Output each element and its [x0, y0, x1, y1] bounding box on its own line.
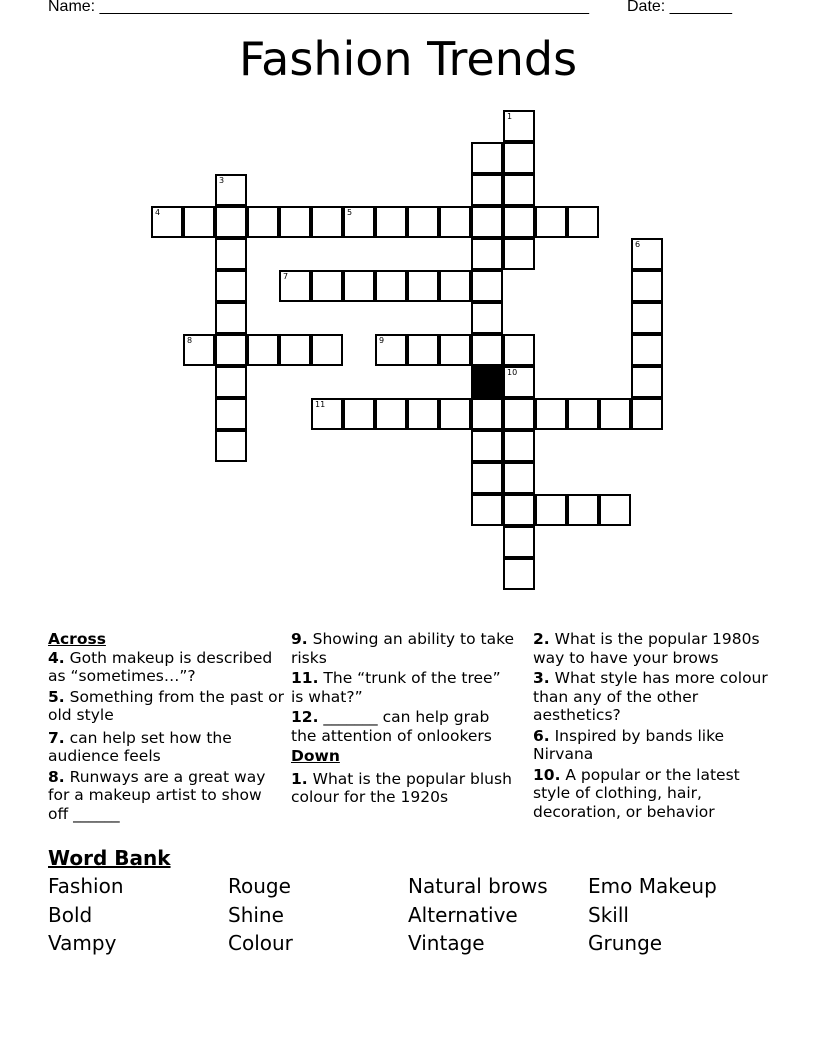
word-bank-title: Word Bank [48, 846, 171, 870]
word-bank-item: Vintage [408, 931, 485, 955]
clue-number: 7 [283, 272, 289, 281]
grid-cell[interactable] [151, 206, 183, 238]
date-field: Date: _______ [627, 0, 732, 15]
grid-cell[interactable] [631, 334, 663, 366]
grid-cell[interactable] [567, 398, 599, 430]
grid-cell[interactable] [471, 398, 503, 430]
grid-cell[interactable] [631, 302, 663, 334]
grid-cell[interactable] [567, 494, 599, 526]
grid-cell[interactable] [375, 270, 407, 302]
clue-across-12: 12. _______ can help grab the attention of onlookers [291, 708, 492, 745]
grid-cell[interactable] [215, 206, 247, 238]
word-bank-item: Emo Makeup [588, 874, 717, 898]
grid-cell[interactable] [503, 366, 535, 398]
clue-across-7: 7. can help set how the audience feels [48, 728, 232, 765]
grid-cell[interactable] [439, 334, 471, 366]
clue-across-4: 4. Goth makeup is described as “sometimes…”? [48, 648, 273, 685]
grid-cell[interactable] [279, 206, 311, 238]
grid-cell[interactable] [471, 238, 503, 270]
grid-cell[interactable] [215, 270, 247, 302]
clue-across-11: 11. The “trunk of the tree” is what?” [291, 669, 501, 706]
grid-cell[interactable] [343, 206, 375, 238]
grid-cell[interactable] [503, 494, 535, 526]
grid-cell[interactable] [311, 270, 343, 302]
clue-number: 3 [219, 176, 225, 185]
grid-cell[interactable] [215, 302, 247, 334]
grid-cell[interactable] [503, 462, 535, 494]
grid-cell[interactable] [503, 430, 535, 462]
grid-cell[interactable] [471, 430, 503, 462]
word-bank-item: Colour [228, 931, 293, 955]
grid-cell[interactable] [407, 334, 439, 366]
clue-number: 10 [507, 368, 518, 377]
across-heading: Across [48, 630, 106, 648]
grid-cell[interactable] [343, 398, 375, 430]
grid-cell[interactable] [535, 494, 567, 526]
grid-cell[interactable] [599, 398, 631, 430]
grid-cell[interactable] [503, 558, 535, 590]
word-bank-item: Bold [48, 903, 93, 927]
grid-cell[interactable] [183, 334, 215, 366]
grid-cell[interactable] [599, 494, 631, 526]
grid-cell[interactable] [247, 206, 279, 238]
grid-cell[interactable] [407, 206, 439, 238]
grid-cell[interactable] [471, 174, 503, 206]
clue-down-6: 6. Inspired by bands like Nirvana [533, 726, 725, 763]
word-bank-item: Vampy [48, 931, 117, 955]
grid-cell[interactable] [215, 430, 247, 462]
clue-across-8: 8. Runways are a great way for a makeup artist to show off ______ [48, 767, 266, 823]
grid-cell[interactable] [471, 142, 503, 174]
clue-number: 8 [187, 336, 193, 345]
clue-down-3: 3. What style has more colour than any of the other aesthetics? [533, 669, 768, 724]
grid-cell[interactable] [503, 238, 535, 270]
black-cell [471, 366, 503, 398]
grid-cell[interactable] [535, 206, 567, 238]
clue-across-9: 9. Showing an ability to take risks [291, 630, 515, 667]
grid-cell[interactable] [279, 270, 311, 302]
grid-cell[interactable] [183, 206, 215, 238]
grid-cell[interactable] [471, 494, 503, 526]
clue-number: 11 [315, 400, 326, 409]
grid-cell[interactable] [215, 334, 247, 366]
grid-cell[interactable] [631, 238, 663, 270]
grid-cell[interactable] [471, 462, 503, 494]
grid-cell[interactable] [407, 398, 439, 430]
grid-cell[interactable] [439, 398, 471, 430]
grid-cell[interactable] [503, 174, 535, 206]
grid-cell[interactable] [631, 398, 663, 430]
grid-cell[interactable] [503, 526, 535, 558]
grid-cell[interactable] [631, 366, 663, 398]
grid-cell[interactable] [567, 206, 599, 238]
clues-col-3 [533, 630, 773, 823]
word-bank-item: Skill [588, 903, 629, 927]
grid-cell[interactable] [311, 398, 343, 430]
grid-cell[interactable] [503, 334, 535, 366]
grid-cell[interactable] [503, 110, 535, 142]
grid-cell[interactable] [503, 398, 535, 430]
word-bank-item: Fashion [48, 874, 124, 898]
grid-cell[interactable] [311, 334, 343, 366]
grid-cell[interactable] [215, 238, 247, 270]
grid-cell[interactable] [439, 270, 471, 302]
clue-number: 4 [155, 208, 161, 217]
grid-cell[interactable] [375, 206, 407, 238]
grid-cell[interactable] [343, 270, 375, 302]
clue-number: 6 [635, 240, 641, 249]
word-bank-item: Natural brows [408, 874, 548, 898]
down-heading: Down [291, 747, 340, 765]
clue-number: 5 [347, 208, 353, 217]
grid-cell[interactable] [215, 366, 247, 398]
grid-cell[interactable] [471, 302, 503, 334]
grid-cell[interactable] [279, 334, 311, 366]
grid-cell[interactable] [215, 174, 247, 206]
grid-cell[interactable] [503, 142, 535, 174]
grid-cell[interactable] [439, 206, 471, 238]
grid-cell[interactable] [375, 334, 407, 366]
grid-cell[interactable] [247, 334, 279, 366]
name-field: Name: _______________________________________________________ [48, 0, 589, 15]
grid-cell[interactable] [535, 398, 567, 430]
word-bank-item: Alternative [408, 903, 518, 927]
grid-cell[interactable] [375, 398, 407, 430]
clue-down-10: 10. A popular or the latest style of clothing, hair, decoration, or behavior [533, 765, 740, 821]
page-title: Fashion Trends [238, 32, 578, 86]
clue-across-5: 5. Something from the past or old style [48, 687, 285, 724]
clue-down-2: 2. What is the popular 1980s way to have your brows [533, 630, 760, 667]
clue-number: 1 [507, 112, 513, 121]
word-bank-item: Grunge [588, 931, 663, 955]
word-bank-item: Rouge [228, 874, 291, 898]
grid-cell[interactable] [311, 206, 343, 238]
grid-cell[interactable] [471, 206, 503, 238]
grid-cell[interactable] [471, 334, 503, 366]
grid-cell[interactable] [631, 270, 663, 302]
grid-cell[interactable] [503, 206, 535, 238]
clues-col-1 [48, 630, 284, 825]
clue-number: 9 [379, 336, 385, 345]
clue-down-1: 1. What is the popular blush colour for the 1920s [291, 769, 512, 806]
grid-cell[interactable] [215, 398, 247, 430]
grid-cell[interactable] [471, 270, 503, 302]
clues-col-2 [291, 630, 516, 809]
word-bank-item: Shine [228, 903, 284, 927]
grid-cell[interactable] [407, 270, 439, 302]
